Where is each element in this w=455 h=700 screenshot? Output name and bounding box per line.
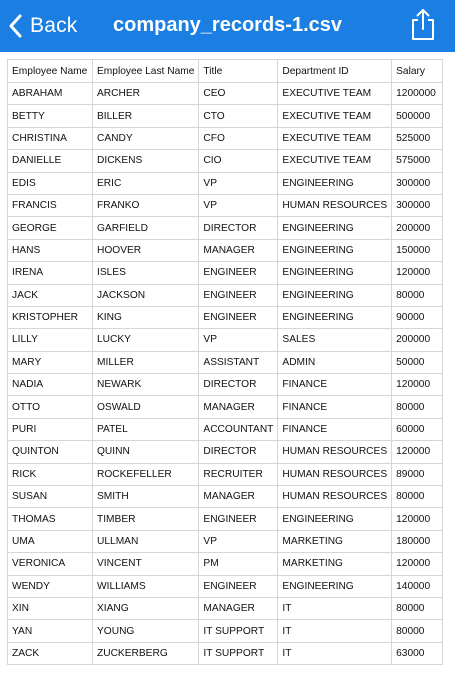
table-row <box>8 374 443 396</box>
table-cell: QUINN <box>93 441 199 463</box>
table-cell: EXECUTIVE TEAM <box>278 150 392 172</box>
table-row <box>8 194 443 216</box>
table-cell: 80000 <box>392 284 443 306</box>
table-row <box>8 642 443 664</box>
table-row <box>8 486 443 508</box>
table-cell: ENGINEER <box>199 575 278 597</box>
table-cell: PM <box>199 553 278 575</box>
table-cell: 200000 <box>392 217 443 239</box>
table-cell: 140000 <box>392 575 443 597</box>
table-cell: HOOVER <box>93 239 199 261</box>
table-cell: IT <box>278 642 392 664</box>
table-cell: IRENA <box>8 262 93 284</box>
table-cell: FRANCIS <box>8 194 93 216</box>
table-row <box>8 418 443 440</box>
table-row <box>8 329 443 351</box>
table-cell: MANAGER <box>199 486 278 508</box>
table-header-row <box>8 60 443 83</box>
table-cell: MANAGER <box>199 396 278 418</box>
table-cell: XIN <box>8 597 93 619</box>
table-cell: EXECUTIVE TEAM <box>278 105 392 127</box>
csv-table <box>7 59 443 665</box>
table-cell: CFO <box>199 127 278 149</box>
table-row <box>8 239 443 261</box>
table-cell: ENGINEERING <box>278 306 392 328</box>
table-cell: KING <box>93 306 199 328</box>
table-cell: 180000 <box>392 530 443 552</box>
table-cell: DICKENS <box>93 150 199 172</box>
table-cell: ENGINEERING <box>278 575 392 597</box>
table-cell: VP <box>199 530 278 552</box>
column-header: Department ID <box>278 60 392 83</box>
table-cell: IT <box>278 597 392 619</box>
table-cell: EXECUTIVE TEAM <box>278 83 392 105</box>
table-cell: LILLY <box>8 329 93 351</box>
table-cell: DIRECTOR <box>199 374 278 396</box>
table-cell: 1200000 <box>392 83 443 105</box>
table-row <box>8 508 443 530</box>
table-cell: GEORGE <box>8 217 93 239</box>
table-cell: ENGINEER <box>199 306 278 328</box>
table-row <box>8 150 443 172</box>
share-button[interactable] <box>409 8 437 42</box>
table-cell: LUCKY <box>93 329 199 351</box>
table-row <box>8 284 443 306</box>
table-cell: WILLIAMS <box>93 575 199 597</box>
table-cell: TIMBER <box>93 508 199 530</box>
table-cell: 120000 <box>392 262 443 284</box>
column-header: Employee Name <box>8 60 93 83</box>
table-cell: SMITH <box>93 486 199 508</box>
table-cell: 575000 <box>392 150 443 172</box>
table-cell: ULLMAN <box>93 530 199 552</box>
back-button[interactable] <box>8 8 78 44</box>
table-cell: HUMAN RESOURCES <box>278 463 392 485</box>
table-cell: EDIS <box>8 172 93 194</box>
table-cell: OTTO <box>8 396 93 418</box>
table-cell: DIRECTOR <box>199 441 278 463</box>
table-cell: CIO <box>199 150 278 172</box>
table-cell: WENDY <box>8 575 93 597</box>
table-cell: ARCHER <box>93 83 199 105</box>
table-cell: ZACK <box>8 642 93 664</box>
table-row <box>8 396 443 418</box>
table-cell: CANDY <box>93 127 199 149</box>
back-label: Back <box>30 14 78 37</box>
table-cell: RECRUITER <box>199 463 278 485</box>
table-cell: FRANKO <box>93 194 199 216</box>
table-cell: ENGINEERING <box>278 172 392 194</box>
table-cell: 80000 <box>392 597 443 619</box>
table-cell: ENGINEERING <box>278 284 392 306</box>
table-cell: 500000 <box>392 105 443 127</box>
table-row <box>8 553 443 575</box>
table-cell: ENGINEERING <box>278 508 392 530</box>
table-cell: 300000 <box>392 194 443 216</box>
table-cell: ABRAHAM <box>8 83 93 105</box>
table-cell: MANAGER <box>199 239 278 261</box>
table-cell: HANS <box>8 239 93 261</box>
chevron-left-icon <box>8 14 22 38</box>
table-cell: ENGINEERING <box>278 262 392 284</box>
table-cell: 80000 <box>392 396 443 418</box>
table-cell: MARY <box>8 351 93 373</box>
table-cell: ENGINEERING <box>278 239 392 261</box>
table-cell: 300000 <box>392 172 443 194</box>
table-cell: ASSISTANT <box>199 351 278 373</box>
table-cell: 89000 <box>392 463 443 485</box>
table-cell: 200000 <box>392 329 443 351</box>
column-header: Title <box>199 60 278 83</box>
table-row <box>8 217 443 239</box>
table-cell: 60000 <box>392 418 443 440</box>
table-row <box>8 441 443 463</box>
table-cell: HUMAN RESOURCES <box>278 194 392 216</box>
table-cell: ENGINEER <box>199 508 278 530</box>
table-cell: UMA <box>8 530 93 552</box>
table-cell: 525000 <box>392 127 443 149</box>
table-row <box>8 306 443 328</box>
table-cell: EXECUTIVE TEAM <box>278 127 392 149</box>
table-cell: GARFIELD <box>93 217 199 239</box>
table-cell: VINCENT <box>93 553 199 575</box>
table-row <box>8 105 443 127</box>
table-cell: IT <box>278 620 392 642</box>
table-cell: ERIC <box>93 172 199 194</box>
table-cell: 80000 <box>392 486 443 508</box>
table-row <box>8 575 443 597</box>
share-icon <box>409 8 437 42</box>
table-cell: ISLES <box>93 262 199 284</box>
table-cell: 63000 <box>392 642 443 664</box>
table-cell: NEWARK <box>93 374 199 396</box>
table-cell: ADMIN <box>278 351 392 373</box>
table-cell: DIRECTOR <box>199 217 278 239</box>
table-cell: MILLER <box>93 351 199 373</box>
table-cell: 120000 <box>392 441 443 463</box>
table-cell: 90000 <box>392 306 443 328</box>
table-cell: MARKETING <box>278 553 392 575</box>
table-cell: ROCKEFELLER <box>93 463 199 485</box>
table-cell: RICK <box>8 463 93 485</box>
table-cell: FINANCE <box>278 418 392 440</box>
table-cell: IT SUPPORT <box>199 620 278 642</box>
table-cell: ZUCKERBERG <box>93 642 199 664</box>
table-cell: HUMAN RESOURCES <box>278 441 392 463</box>
table-cell: 80000 <box>392 620 443 642</box>
table-cell: ENGINEERING <box>278 217 392 239</box>
table-cell: 120000 <box>392 553 443 575</box>
table-row <box>8 530 443 552</box>
table-cell: DANIELLE <box>8 150 93 172</box>
page-title: company_records-1.csv <box>112 14 342 36</box>
table-cell: BETTY <box>8 105 93 127</box>
table-cell: XIANG <box>93 597 199 619</box>
table-row <box>8 463 443 485</box>
table-row <box>8 597 443 619</box>
csv-table-container[interactable] <box>7 59 443 665</box>
column-header: Employee Last Name <box>93 60 199 83</box>
table-cell: VP <box>199 194 278 216</box>
table-row <box>8 262 443 284</box>
table-cell: NADIA <box>8 374 93 396</box>
table-cell: 120000 <box>392 374 443 396</box>
table-cell: FINANCE <box>278 374 392 396</box>
table-cell: SUSAN <box>8 486 93 508</box>
table-cell: MANAGER <box>199 597 278 619</box>
table-cell: ACCOUNTANT <box>199 418 278 440</box>
table-cell: OSWALD <box>93 396 199 418</box>
table-cell: YOUNG <box>93 620 199 642</box>
navigation-bar <box>0 0 455 52</box>
table-cell: VP <box>199 172 278 194</box>
table-row <box>8 620 443 642</box>
table-row <box>8 351 443 373</box>
table-row <box>8 172 443 194</box>
table-cell: CHRISTINA <box>8 127 93 149</box>
table-cell: 150000 <box>392 239 443 261</box>
table-cell: PATEL <box>93 418 199 440</box>
table-cell: MARKETING <box>278 530 392 552</box>
table-cell: IT SUPPORT <box>199 642 278 664</box>
table-cell: HUMAN RESOURCES <box>278 486 392 508</box>
table-cell: ENGINEER <box>199 262 278 284</box>
column-header: Salary <box>392 60 443 83</box>
table-cell: QUINTON <box>8 441 93 463</box>
table-cell: JACK <box>8 284 93 306</box>
table-cell: BILLER <box>93 105 199 127</box>
table-cell: VP <box>199 329 278 351</box>
table-cell: JACKSON <box>93 284 199 306</box>
table-cell: YAN <box>8 620 93 642</box>
table-row <box>8 127 443 149</box>
table-cell: KRISTOPHER <box>8 306 93 328</box>
table-cell: 50000 <box>392 351 443 373</box>
table-cell: SALES <box>278 329 392 351</box>
table-cell: ENGINEER <box>199 284 278 306</box>
table-row <box>8 83 443 105</box>
table-cell: CTO <box>199 105 278 127</box>
table-body <box>8 83 443 665</box>
table-cell: VERONICA <box>8 553 93 575</box>
table-cell: 120000 <box>392 508 443 530</box>
table-cell: CEO <box>199 83 278 105</box>
table-cell: FINANCE <box>278 396 392 418</box>
table-cell: PURI <box>8 418 93 440</box>
table-cell: THOMAS <box>8 508 93 530</box>
